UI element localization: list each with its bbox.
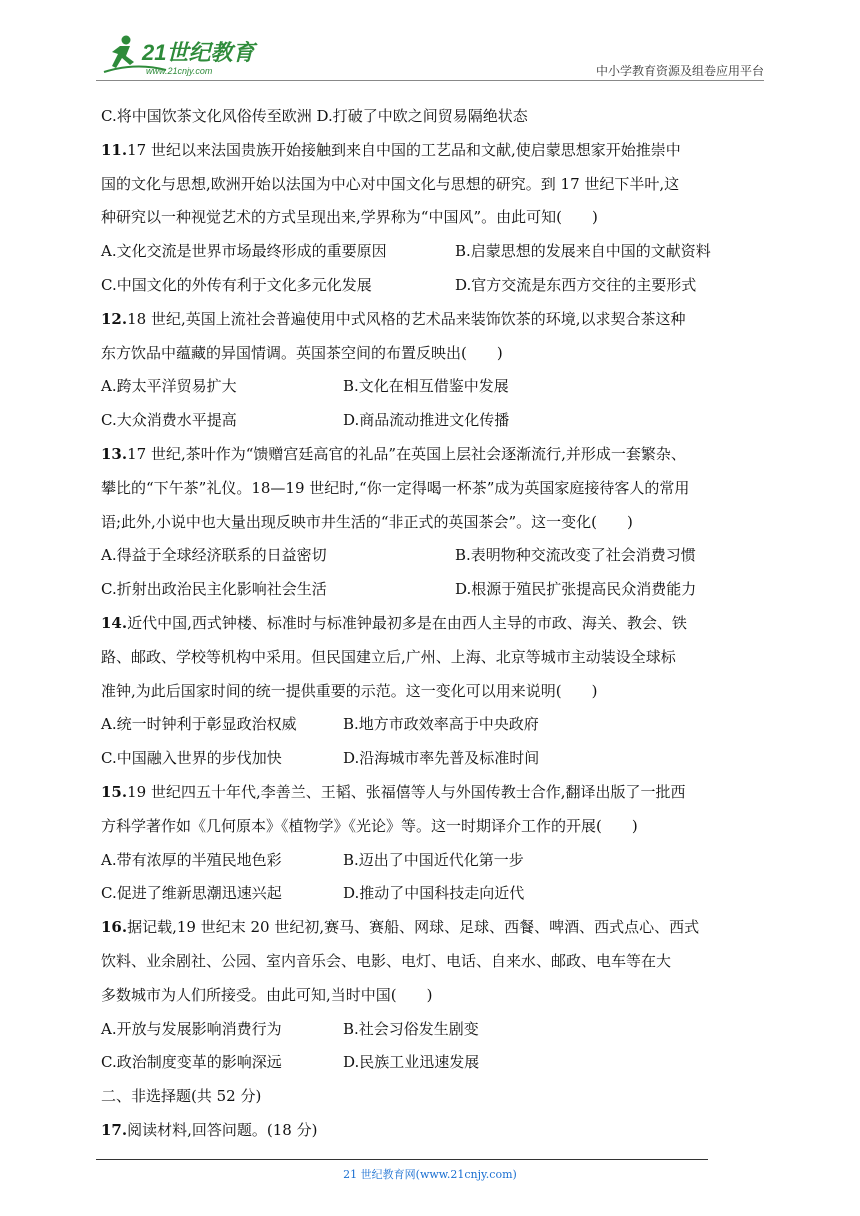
q15-number: 15. bbox=[101, 782, 128, 801]
q15-option-c: C.促进了维新思潮迅速兴起 bbox=[101, 884, 282, 903]
svg-text:21世纪教育: 21世纪教育 bbox=[142, 40, 255, 65]
section-heading: 二、非选择题(共 52 分) bbox=[101, 1087, 262, 1106]
q13-option-b: B.表明物种交流改变了社会消费习惯 bbox=[455, 546, 696, 565]
q11-option-b: B.启蒙思想的发展来自中国的文献资料 bbox=[455, 242, 711, 261]
q14-line-2: 路、邮政、学校等机构中采用。但民国建立后,广州、上海、北京等城市主动装设全球标 bbox=[101, 647, 676, 666]
q13-options-cd bbox=[101, 573, 765, 607]
q11-option-c: C.中国文化的外传有利于文化多元化发展 bbox=[101, 275, 372, 294]
q11-option-d: D.官方交流是东西方交往的主要形式 bbox=[455, 275, 697, 294]
q14-number: 14. bbox=[101, 613, 128, 632]
q12-options-cd bbox=[101, 404, 765, 438]
q16-line-1 bbox=[101, 911, 765, 945]
footer-link[interactable]: 21 世纪教育网(www.21cnjy.com) bbox=[343, 1168, 517, 1181]
q15-line-2: 方科学著作如《几何原本》《植物学》《光论》等。这一时期译介工作的开展( ) bbox=[101, 816, 638, 835]
q15-text-1: 19 世纪四五十年代,李善兰、王韬、张福僖等人与外国传教士合作,翻译出版了一批西 bbox=[127, 782, 686, 801]
q15-option-d: D.推动了中国科技走向近代 bbox=[343, 884, 525, 903]
q14-line-1 bbox=[101, 607, 765, 641]
q13-line-3: 语;此外,小说中也大量出现反映市井生活的“非正式的英国茶会”。这一变化( ) bbox=[101, 512, 633, 531]
q16-option-c: C.政治制度变革的影响深远 bbox=[101, 1053, 282, 1072]
q16-line-2: 饮料、业余剧社、公园、室内音乐会、电影、电灯、电话、自来水、邮政、电车等在大 bbox=[101, 951, 672, 970]
q12-option-c: C.大众消费水平提高 bbox=[101, 411, 237, 430]
q12-option-b: B.文化在相互借鉴中发展 bbox=[343, 377, 509, 396]
q15-options-ab bbox=[101, 844, 765, 878]
q15-option-b: B.迈出了中国近代化第一步 bbox=[343, 850, 524, 869]
platform-label: 中小学教育资源及组卷应用平台 bbox=[595, 64, 764, 78]
q13-number: 13. bbox=[101, 444, 128, 463]
q13-option-a: A.得益于全球经济联系的日益密切 bbox=[101, 546, 327, 565]
q16-option-b: B.社会习俗发生剧变 bbox=[343, 1019, 479, 1038]
q12-line-1 bbox=[101, 303, 765, 337]
q12-options-ab bbox=[101, 370, 765, 404]
q12-option-d: D.商品流动推进文化传播 bbox=[343, 411, 510, 430]
q11-line-2: 国的文化与思想,欧洲开始以法国为中心对中国文化与思想的研究。到 17 世纪下半叶,这 bbox=[101, 174, 680, 193]
q14-options-cd bbox=[101, 742, 765, 776]
q10-option-line: C.将中国饮茶文化风俗传至欧洲 D.打破了中欧之间贸易隔绝状态 bbox=[101, 107, 528, 125]
q14-option-a: A.统一时钟利于彰显政治权威 bbox=[101, 715, 297, 734]
q14-line-3: 准钟,为此后国家时间的统一提供重要的示范。这一变化可以用来说明( ) bbox=[101, 681, 598, 700]
q11-option-a: A.文化交流是世界市场最终形成的重要原因 bbox=[101, 242, 387, 261]
q15-option-a: A.带有浓厚的半殖民地色彩 bbox=[101, 850, 282, 869]
q16-option-d: D.民族工业迅速发展 bbox=[343, 1053, 480, 1072]
q14-option-c: C.中国融入世界的步伐加快 bbox=[101, 749, 282, 768]
page-header bbox=[96, 32, 764, 80]
q16-text-1: 据记载,19 世纪末 20 世纪初,赛马、赛船、网球、足球、西餐、啤酒、西式点心、西式 bbox=[127, 918, 700, 937]
q13-options-ab bbox=[101, 539, 765, 573]
footer-divider bbox=[96, 1159, 708, 1160]
q11-text-1: 17 世纪以来法国贵族开始接触到来自中国的工艺品和文献,使启蒙思想家开始推崇中 bbox=[127, 140, 681, 159]
logo-21cnjy bbox=[96, 32, 266, 80]
q17-line-1 bbox=[101, 1114, 765, 1148]
q16-number: 16. bbox=[101, 918, 128, 937]
q14-option-b: B.地方市政效率高于中央政府 bbox=[343, 715, 539, 734]
q14-text-1: 近代中国,西式钟楼、标准时与标准钟最初多是在由西人主导的市政、海关、教会、铁 bbox=[127, 613, 687, 632]
q15-options-cd bbox=[101, 877, 765, 911]
q11-line-3: 种研究以一种视觉艺术的方式呈现出来,学界称为“中国风”。由此可知( ) bbox=[101, 208, 598, 227]
q13-option-d: D.根源于殖民扩张提高民众消费能力 bbox=[455, 580, 697, 599]
q12-line-2: 东方饮品中蕴藏的异国情调。英国茶空间的布置反映出( ) bbox=[101, 343, 503, 362]
q12-option-a: A.跨太平洋贸易扩大 bbox=[101, 377, 237, 396]
q11-options-cd bbox=[101, 269, 765, 303]
q16-line-3: 多数城市为人们所接受。由此可知,当时中国( ) bbox=[101, 985, 433, 1004]
q15-line-1 bbox=[101, 776, 765, 810]
q13-text-1: 17 世纪,茶叶作为“馈赠宫廷高官的礼品”在英国上层社会逐渐流行,并形成一套繁杂、 bbox=[127, 444, 686, 463]
q11-number: 11. bbox=[101, 140, 128, 159]
header-divider bbox=[96, 80, 764, 81]
q17-number: 17. bbox=[101, 1120, 128, 1139]
q14-option-d: D.沿海城市率先普及标准时间 bbox=[343, 749, 540, 768]
q11-line-1 bbox=[101, 134, 765, 168]
svg-text:www.21cnjy.com: www.21cnjy.com bbox=[146, 66, 213, 76]
q12-number: 12. bbox=[101, 309, 128, 328]
q17-text-1: 阅读材料,回答问题。(18 分) bbox=[127, 1120, 318, 1139]
q11-options-ab bbox=[101, 235, 765, 269]
question-content bbox=[101, 100, 765, 1148]
q16-option-a: A.开放与发展影响消费行为 bbox=[101, 1019, 282, 1038]
q13-line-2: 攀比的“下午茶”礼仪。18—19 世纪时,“你一定得喝一杯茶”成为英国家庭接待客人的常用 bbox=[101, 478, 690, 497]
q13-option-c: C.折射出政治民主化影响社会生活 bbox=[101, 580, 327, 599]
q16-options-ab bbox=[101, 1013, 765, 1047]
q13-line-1 bbox=[101, 438, 765, 472]
q14-options-ab bbox=[101, 708, 765, 742]
q16-options-cd bbox=[101, 1046, 765, 1080]
q12-text-1: 18 世纪,英国上流社会普遍使用中式风格的艺术品来装饰饮茶的环境,以求契合茶这种 bbox=[127, 309, 686, 328]
